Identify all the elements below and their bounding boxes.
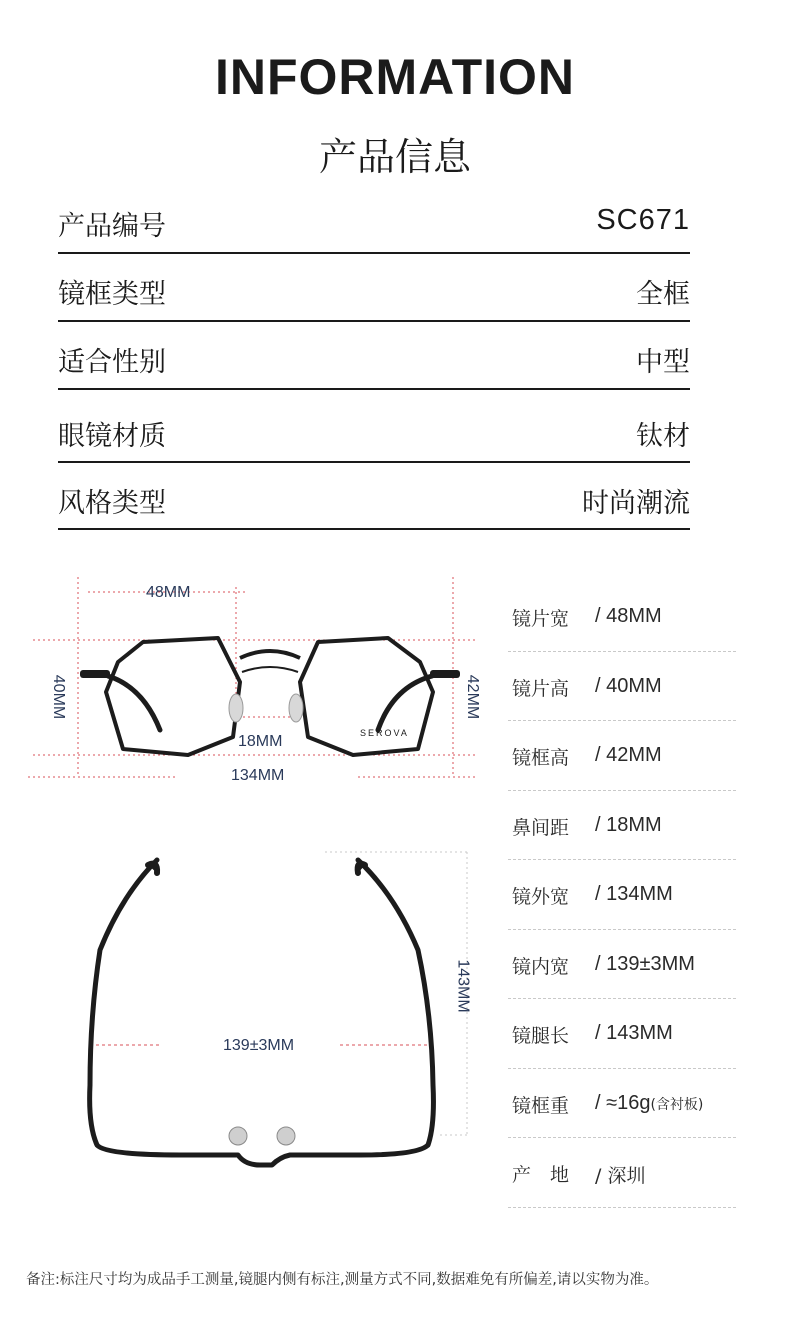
inner-width-dimension: 139±3MM: [223, 1037, 295, 1054]
spec-row: [58, 186, 690, 254]
frame-width-dimension: 134MM: [231, 767, 285, 784]
glasses-front-drawing: [28, 572, 488, 787]
spec-label: 适合性别: [58, 347, 166, 378]
measurement-value: / 139±3MM: [595, 952, 695, 975]
spec-label: 产品编号: [58, 211, 166, 242]
page-title-cn: 产品信息: [318, 135, 471, 179]
glasses-front-view: [28, 572, 488, 787]
glasses-top-drawing: [60, 825, 490, 1175]
spec-label: 眼镜材质: [58, 421, 166, 452]
measurement-label: 鼻间距: [512, 816, 570, 839]
brand-mark: SEROVA: [360, 728, 409, 738]
lens-height-dimension: 40MM: [50, 674, 68, 720]
measurement-value: / 143MM: [595, 1022, 673, 1044]
spec-row: [58, 463, 690, 530]
lens-width-dimension: 48MM: [146, 584, 191, 601]
spec-row: [58, 254, 690, 322]
weight-value: / ≈16g: [595, 1091, 651, 1114]
measurement-label: 镜片宽: [512, 608, 570, 630]
measurement-value: / 134MM: [595, 883, 673, 905]
measurement-label: 镜框高: [512, 747, 570, 769]
footnote: 备注:标注尺寸均为成品手工测量,镜腿内侧有标注,测量方式不同,数据难免有所偏差,请以实物为准。: [26, 1272, 659, 1288]
measurement-value: / 40MM: [595, 674, 662, 697]
measurement-value: / 18MM: [595, 813, 662, 836]
spec-value: 时尚潮流: [582, 488, 690, 519]
spec-value: SC671: [596, 204, 690, 236]
measurement-list: [508, 582, 736, 1208]
glasses-top-view: [60, 825, 490, 1175]
spec-label: 风格类型: [58, 488, 166, 519]
list-item: [508, 1138, 736, 1208]
spec-value: 全框: [636, 279, 690, 310]
list-item: [508, 791, 736, 861]
spec-value: 中型: [636, 347, 690, 378]
spec-row: [58, 390, 690, 463]
spec-row: [58, 322, 690, 390]
list-item: [508, 860, 736, 930]
list-item: [508, 930, 736, 1000]
measurement-label: 镜外宽: [512, 886, 570, 908]
list-item: [508, 652, 736, 722]
measurement-value: / 48MM: [595, 605, 662, 627]
measurement-label: 镜片高: [512, 677, 570, 700]
measurement-label: 镜腿长: [512, 1025, 570, 1047]
spec-label: 镜框类型: [58, 279, 166, 310]
list-item: [508, 582, 736, 652]
list-item: [508, 1069, 736, 1139]
frame-height-dimension: 42MM: [464, 674, 482, 720]
list-item: [508, 721, 736, 791]
measurement-label: 产 地: [512, 1164, 570, 1186]
measurement-value: / 42MM: [595, 744, 662, 766]
page-title-en: INFORMATION: [214, 49, 576, 105]
weight-note: (含衬板): [650, 1096, 704, 1113]
measurement-label: 镜框重: [512, 1094, 570, 1117]
temple-length-dimension: 143MM: [454, 959, 472, 1013]
measurement-value: / 深圳: [595, 1165, 646, 1187]
measurement-value: [595, 1092, 703, 1115]
bridge-dimension: 18MM: [238, 733, 283, 750]
spec-table: [58, 186, 690, 530]
list-item: [508, 999, 736, 1069]
spec-value: 钛材: [636, 421, 690, 452]
measurement-label: 镜内宽: [512, 955, 570, 978]
